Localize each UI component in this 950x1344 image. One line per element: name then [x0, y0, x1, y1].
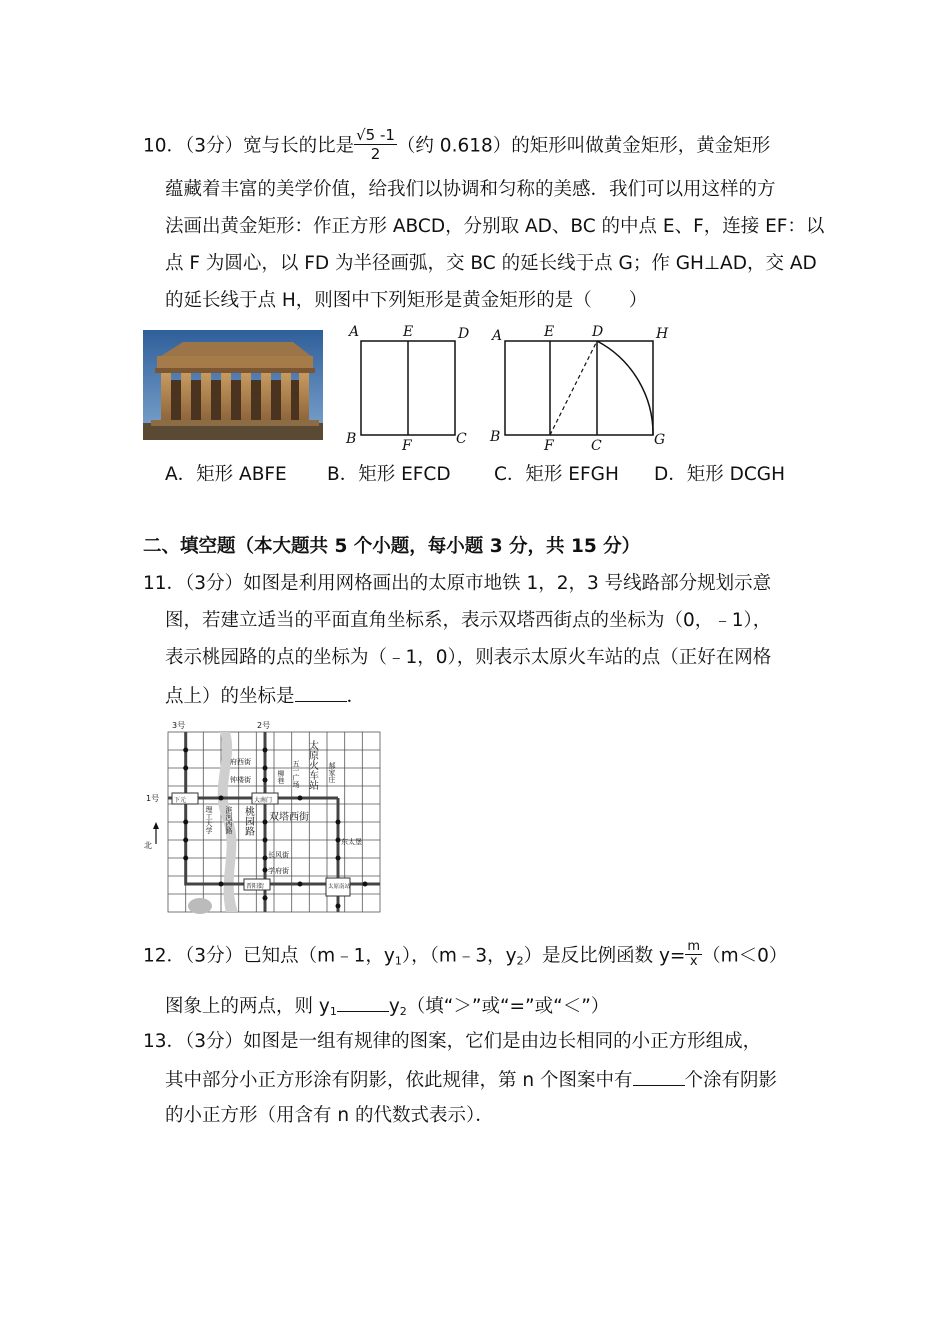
q11-line4	[165, 683, 365, 709]
label-binhe: 滨河西路	[225, 806, 233, 834]
q12-line2-sub1: 1	[329, 1005, 337, 1018]
label-H: H	[656, 326, 669, 342]
label-line1: 1号	[146, 794, 160, 803]
arc-dg	[597, 341, 653, 435]
label-xiayuan: 下元	[174, 797, 187, 804]
label-B: B	[490, 429, 501, 445]
q13-line2	[165, 1067, 777, 1093]
label-qiaolou: 钟楼街	[230, 776, 251, 784]
label-liuxiang: 柳巷	[277, 770, 285, 784]
q11-line4-end: ．	[346, 686, 366, 707]
q13-line2-b: 个涂有阴影	[684, 1070, 778, 1091]
label-B: B	[346, 431, 357, 447]
q10-option-a: A．矩形 ABFE	[165, 464, 287, 485]
q10-line4: 点 F 为圆心，以 FD 为半径画弧，交 BC 的延长线于点 G；作 GH⊥AD，交 AD	[165, 253, 817, 274]
q12-text-a: 已知点（m﹣1，y	[243, 945, 395, 967]
q12-line2-sub2: 2	[399, 1005, 407, 1018]
park-area	[188, 898, 212, 914]
q11-number: 11．	[143, 573, 186, 594]
label-taiyuan-station: 太原火车站	[306, 740, 318, 790]
label-taiyuan-south: 太原南站	[328, 884, 351, 890]
q13-text: 如图是一组有规律的图案，它们是由边长相同的小正方形组成，	[243, 1031, 762, 1052]
label-jinyang: 晋阳街	[246, 883, 265, 890]
label-changfeng: 长风街	[268, 851, 289, 859]
q13-answer-blank[interactable]	[633, 1067, 685, 1086]
q12-fraction	[685, 940, 702, 969]
q10-option-b: B．矩形 EFCD	[327, 464, 451, 485]
metro-map	[144, 718, 385, 918]
q10-option-d: D．矩形 DCGH	[654, 464, 786, 485]
q12-sub2: 2	[516, 954, 524, 968]
q11-score: （3分）	[185, 573, 244, 594]
q11-line3: 表示桃园路的点的坐标为（﹣1，0），则表示太原火车站的点（正好在网格	[165, 647, 772, 668]
metro-line-3	[186, 732, 380, 884]
label-taoyuan: 桃园路	[242, 806, 254, 836]
q12-text-c: ）是反比例函数 y=	[523, 945, 686, 967]
q11-answer-blank[interactable]	[295, 683, 347, 702]
label-shuangta: 双塔西街	[269, 812, 309, 823]
rectangle-abgh	[505, 341, 653, 435]
label-A: A	[492, 328, 503, 344]
q11-line4-text: 点上）的坐标是	[165, 686, 295, 707]
label-C: C	[591, 438, 602, 454]
label-dongtaibao: 东太堡	[341, 838, 362, 846]
label-G: G	[654, 432, 666, 448]
q13-line1	[143, 1030, 761, 1054]
q11-text: 如图是利用网格画出的太原市地铁 1，2，3 号线路部分规划示意	[243, 573, 772, 594]
label-D: D	[592, 324, 604, 340]
q11-line2: 图，若建立适当的平面直角坐标系，表示双塔西街点的坐标为（0，﹣1），	[165, 610, 772, 631]
q12-score: （3分）	[185, 945, 244, 967]
q11-line1	[143, 572, 771, 596]
q13-number: 13．	[143, 1031, 186, 1052]
q10-line5: 的延长线于点 H，则图中下列矩形是黄金矩形的是（ ）	[165, 290, 648, 311]
section-title: 二、填空题（本大题共 5 个小题，每小题 3 分，共 15 分）	[143, 536, 641, 557]
label-C: C	[456, 431, 467, 447]
label-north: 北	[144, 841, 152, 850]
north-arrow-head	[153, 822, 159, 829]
q10-line1	[143, 128, 770, 165]
label-ligong: 理工大学	[205, 806, 213, 834]
q12-number: 12．	[143, 945, 186, 967]
label-E: E	[544, 324, 555, 340]
q12-line2-a: 图象上的两点，则 y	[165, 996, 330, 1017]
q12-line2-b: y	[388, 996, 400, 1017]
label-haojiazhuang: 郝家庄	[328, 762, 336, 783]
q10-line2: 蕴藏着丰富的美学价值，给我们以协调和匀称的美感．我们可以用这样的方	[165, 179, 776, 200]
q10-line3: 法画出黄金矩形：作正方形 ABCD，分别取 AD、BC 的中点 E、F，连接 EF：以	[165, 216, 825, 237]
q13-line2-a: 其中部分小正方形涂有阴影，依此规律，第 n 个图案中有	[165, 1070, 633, 1091]
q12-text-b: ），（m﹣3，y	[401, 945, 517, 967]
q10-fraction	[354, 126, 397, 163]
q10-score: （3分）	[185, 135, 244, 157]
label-xuefu: 学府街	[268, 867, 289, 875]
label-A: A	[349, 324, 360, 340]
q12-answer-blank[interactable]	[337, 993, 389, 1012]
parthenon-photo	[143, 330, 323, 440]
q12-line2	[165, 993, 609, 1024]
label-wuyi: 五一广场	[292, 760, 300, 788]
q12-text-d: （m＜0）	[702, 945, 788, 967]
q10-frac-num: √5 -1	[356, 126, 395, 144]
label-line3: 3号	[172, 721, 186, 730]
label-E: E	[403, 324, 414, 340]
q10-number: 10．	[143, 135, 186, 157]
q13-score: （3分）	[185, 1031, 244, 1052]
label-daqiao: 大南门	[254, 797, 273, 804]
q10-text-b: （约 0.618）的矩形叫做黄金矩形，黄金矩形	[396, 135, 771, 157]
q12-line1	[143, 939, 788, 974]
q10-text-a: 宽与长的比是	[243, 135, 355, 157]
q12-frac-num: m	[687, 939, 701, 954]
q10-option-c: C．矩形 EFGH	[494, 464, 619, 485]
q10-frac-den: 2	[370, 145, 381, 163]
label-line2: 2号	[257, 721, 271, 730]
q12-sub1: 1	[394, 954, 402, 968]
label-fuximen: 府西街	[230, 758, 251, 766]
q10-figure-golden	[484, 322, 674, 454]
label-D: D	[458, 326, 470, 342]
q12-frac-den: x	[689, 954, 698, 969]
q13-line3: 的小正方形（用含有 n 的代数式表示）．	[165, 1105, 494, 1126]
q12-line2-c: （填“＞”或“=”或“＜”）	[406, 996, 610, 1017]
segment-fd-dashed	[550, 341, 597, 435]
label-F: F	[402, 438, 412, 454]
label-F: F	[544, 438, 554, 454]
q10-figure-square	[340, 322, 480, 454]
